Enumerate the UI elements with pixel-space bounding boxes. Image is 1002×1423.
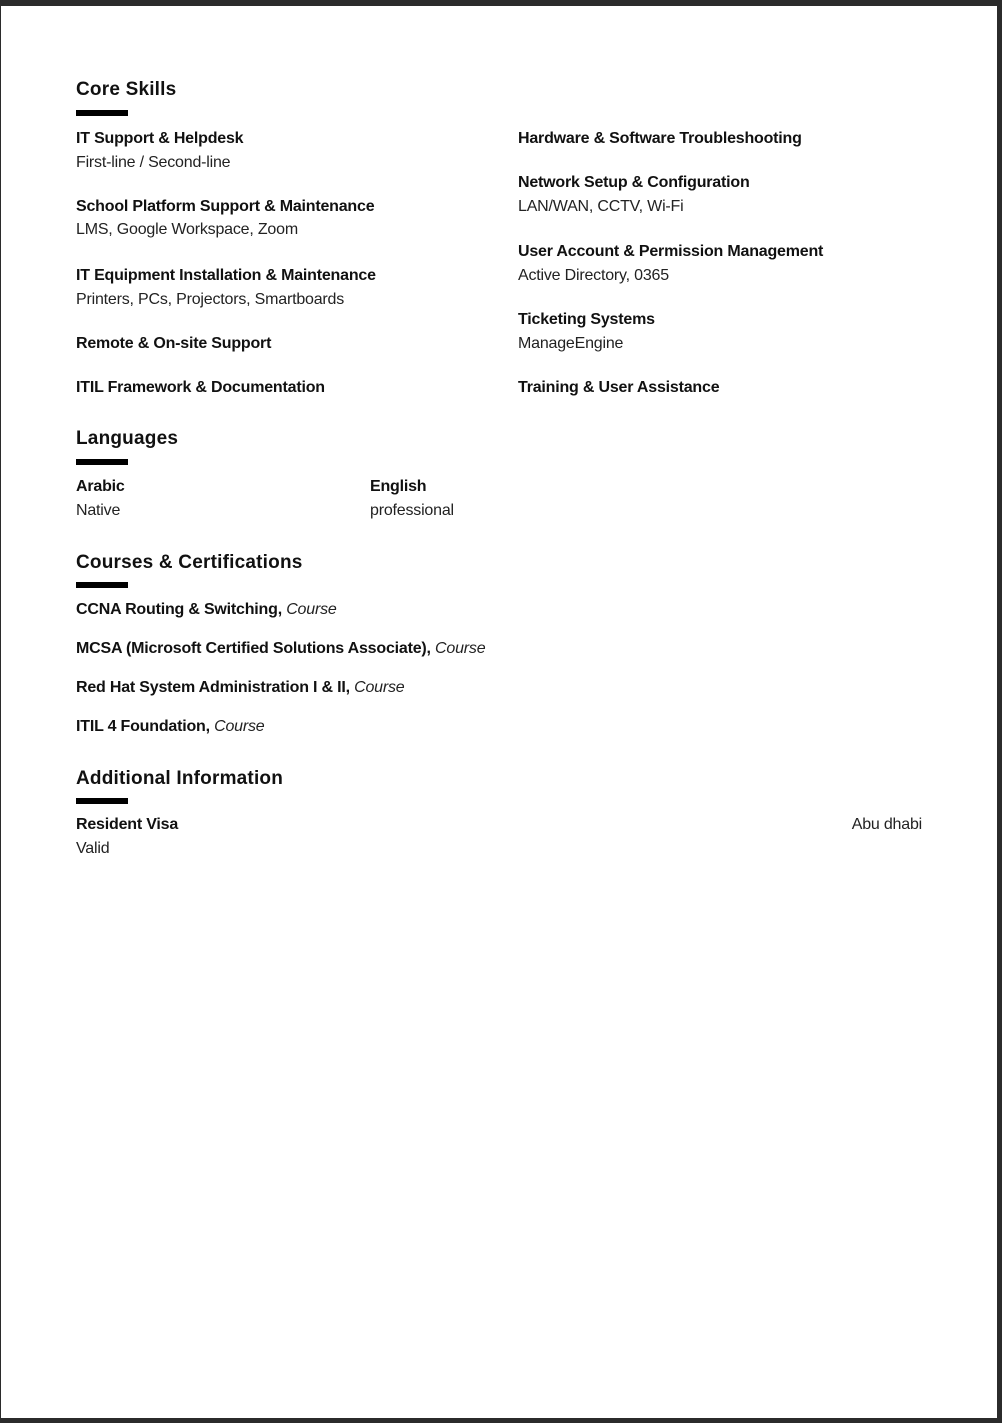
course-name: Red Hat System Administration I & II, <box>76 679 350 696</box>
course-item <box>76 718 265 736</box>
section-underline <box>76 110 128 116</box>
skill-detail: LMS, Google Workspace, Zoom <box>76 221 298 238</box>
skill-name: IT Equipment Installation & Maintenance <box>76 267 376 284</box>
section-underline <box>76 582 128 588</box>
skill-name: Ticketing Systems <box>518 311 655 328</box>
section-underline <box>76 798 128 804</box>
skill-name: ITIL Framework & Documentation <box>76 379 325 396</box>
course-item <box>76 640 485 658</box>
language-name: English <box>370 478 427 495</box>
skill-detail: Active Directory, 0365 <box>518 267 669 284</box>
course-item <box>76 679 404 697</box>
language-level: professional <box>370 502 454 519</box>
skill-detail: LAN/WAN, CCTV, Wi-Fi <box>518 198 684 215</box>
skill-detail: ManageEngine <box>518 335 624 352</box>
course-name: ITIL 4 Foundation, <box>76 718 210 735</box>
language-level: Native <box>76 502 121 519</box>
section-title-core-skills: Core Skills <box>76 79 177 100</box>
additional-name: Resident Visa <box>76 816 179 833</box>
section-underline <box>76 459 128 465</box>
section-title-languages: Languages <box>76 428 179 449</box>
skill-name: Training & User Assistance <box>518 379 720 396</box>
skill-detail: Printers, PCs, Projectors, Smartboards <box>76 291 345 308</box>
skill-name: Remote & On-site Support <box>76 335 272 352</box>
skill-detail: First-line / Second-line <box>76 154 231 171</box>
course-item <box>76 601 337 619</box>
course-name: MCSA (Microsoft Certified Solutions Associate), <box>76 640 431 657</box>
skill-name: IT Support & Helpdesk <box>76 130 244 147</box>
section-title-courses: Courses & Certifications <box>76 552 303 573</box>
section-title-additional: Additional Information <box>76 768 284 789</box>
additional-location: Abu dhabi <box>851 816 922 833</box>
resume-page <box>1 6 997 1418</box>
skill-name: Network Setup & Configuration <box>518 174 750 191</box>
skill-name: Hardware & Software Troubleshooting <box>518 130 802 147</box>
course-name: CCNA Routing & Switching, <box>76 601 282 618</box>
language-name: Arabic <box>76 478 125 495</box>
skill-name: School Platform Support & Maintenance <box>76 198 375 215</box>
course-type: Course <box>286 601 337 618</box>
additional-detail: Valid <box>76 840 110 857</box>
course-type: Course <box>354 679 405 696</box>
course-type: Course <box>435 640 486 657</box>
course-type: Course <box>214 718 265 735</box>
skill-name: User Account & Permission Management <box>518 243 824 260</box>
